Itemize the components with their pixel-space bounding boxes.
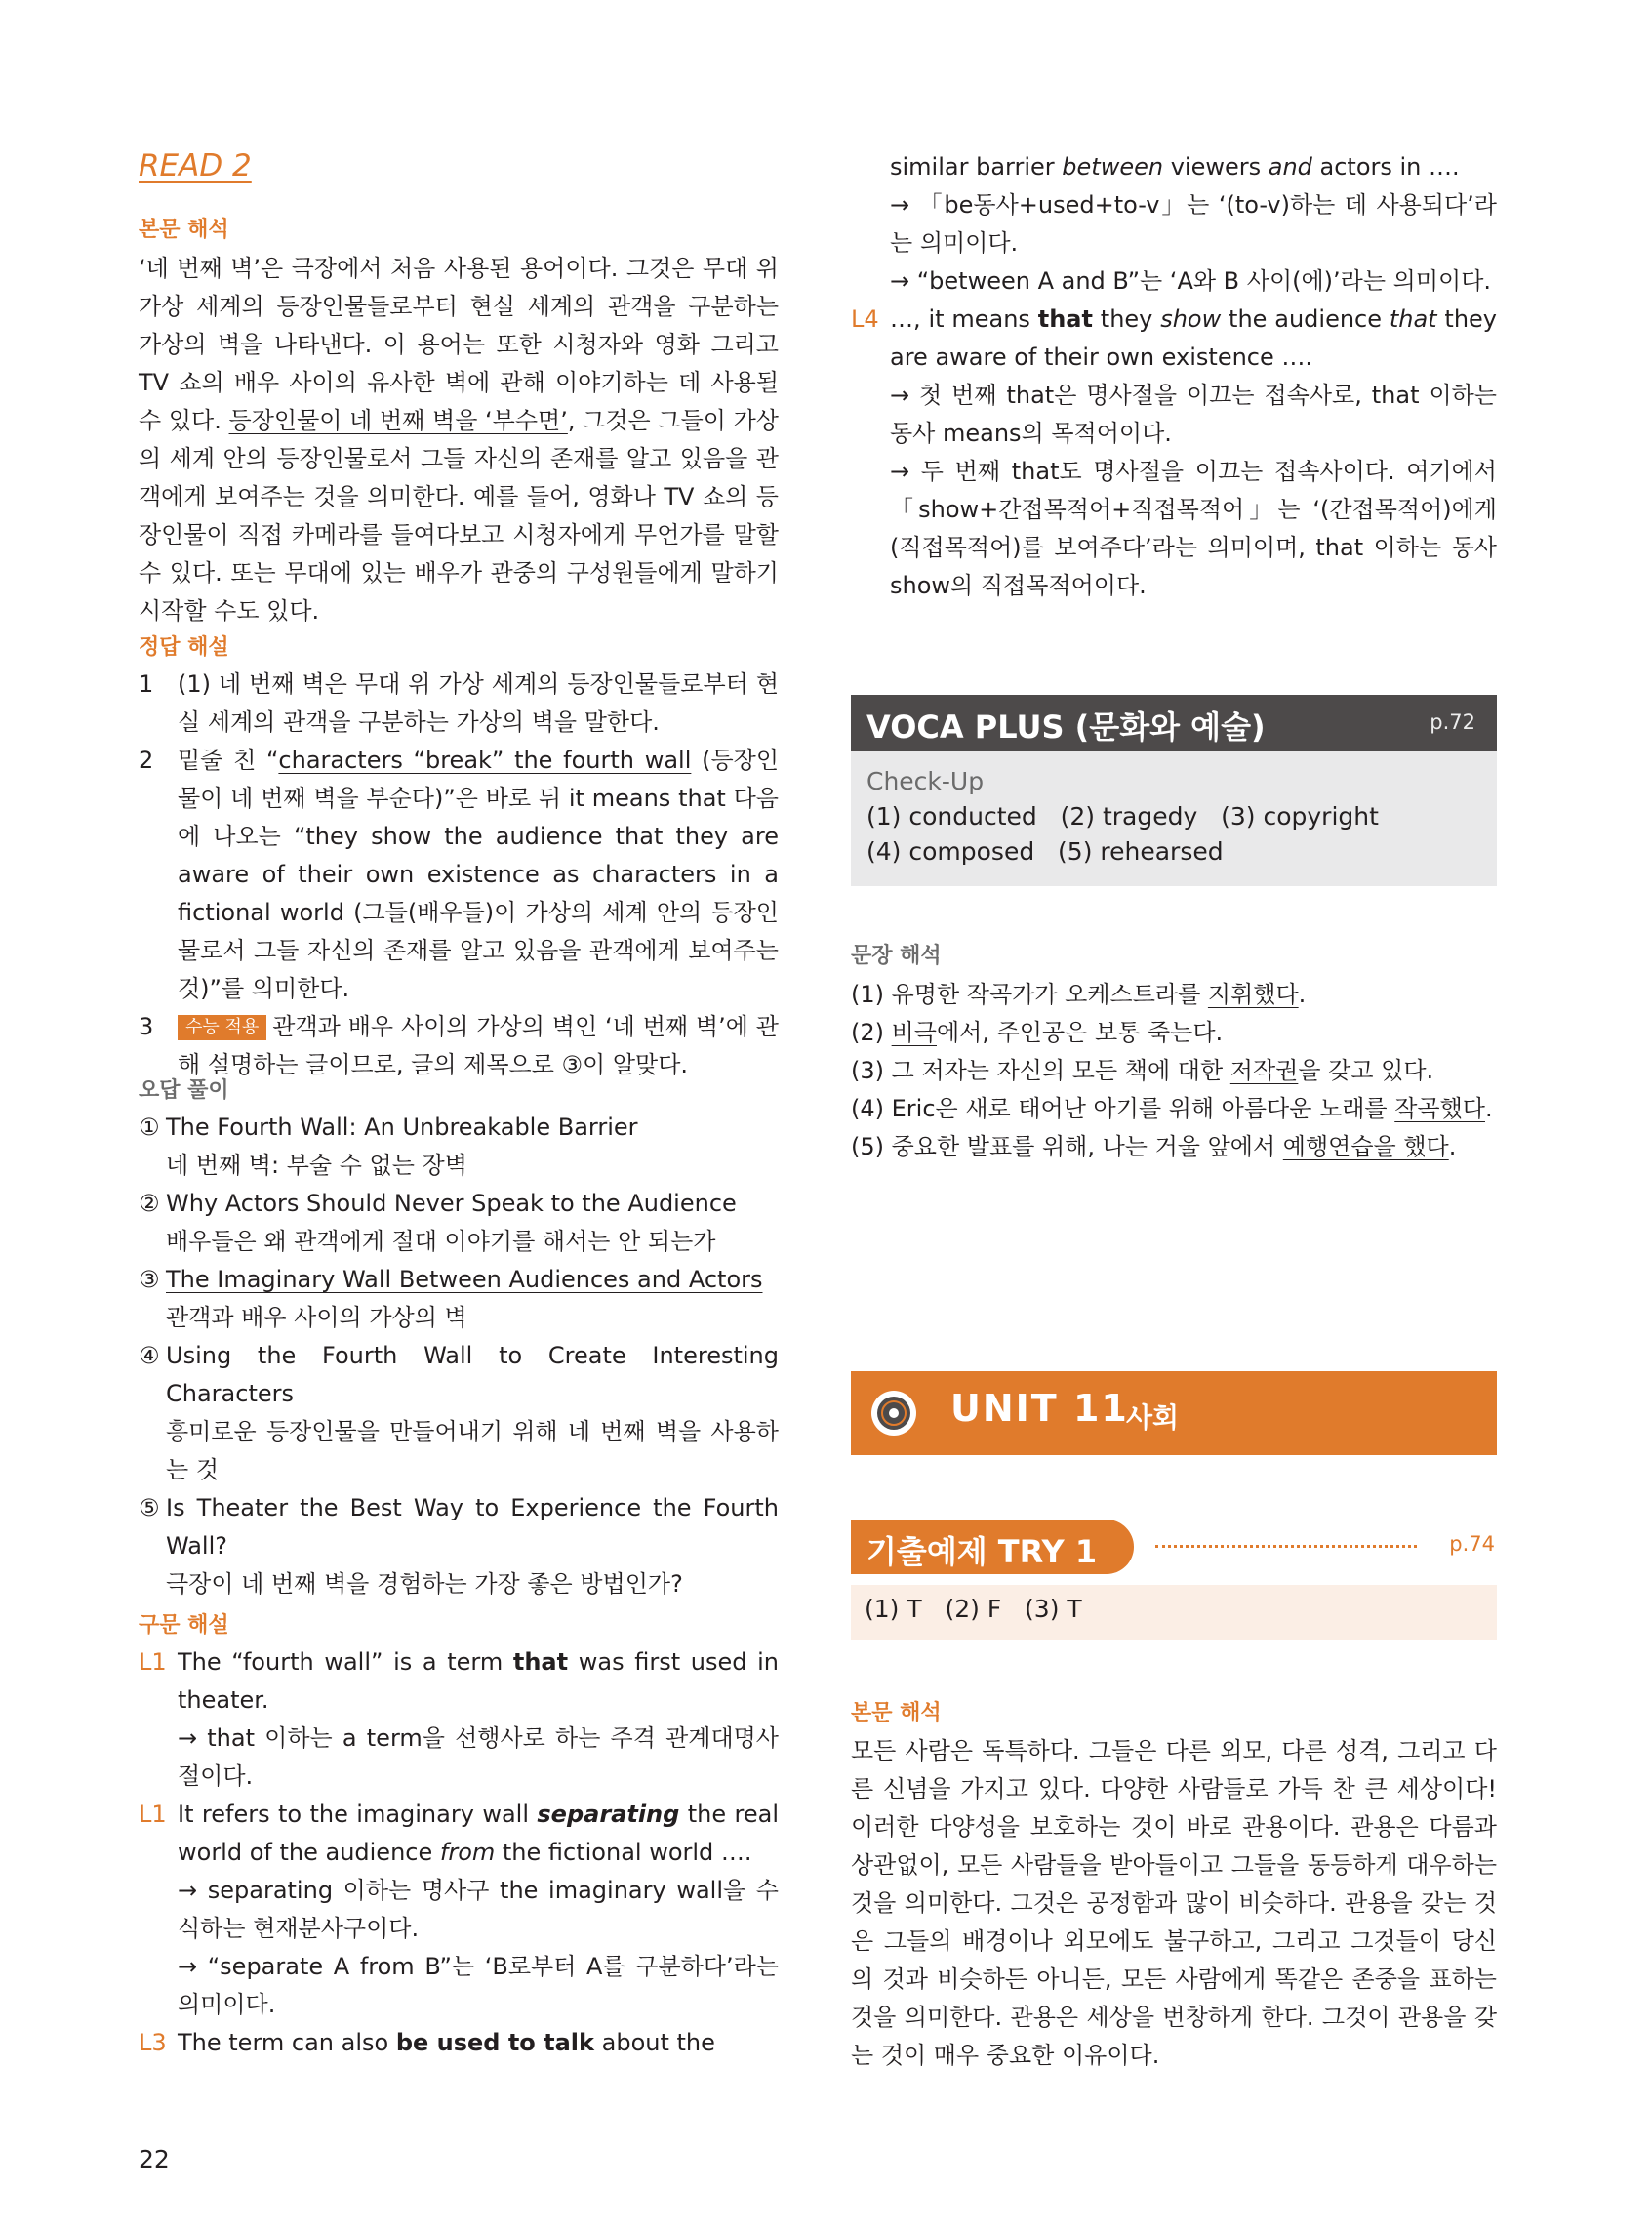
sentence-text: (1) 유명한 작곡가가 오케스트라를: [851, 981, 1208, 1008]
structure-italic: from: [439, 1839, 496, 1866]
structure-item: [139, 1643, 779, 1720]
sentence-item: [851, 976, 1497, 1014]
section-structure: 구문 해설: [139, 1613, 229, 1638]
sentence-text: 을 갖고 있다.: [1298, 1057, 1434, 1084]
option-ko: 극장이 네 번째 벽을 경험하는 가장 좋은 방법인가?: [166, 1570, 683, 1598]
structure-text: they are aware of their own existence ….: [890, 305, 1498, 371]
line-number: L4: [851, 305, 879, 333]
structure-text: The “fourth wall” is a term: [178, 1648, 513, 1676]
option-en: The Fourth Wall: An Unbreakable Barrier: [166, 1114, 638, 1141]
sentence-list: [851, 976, 1497, 1166]
structure-item: [851, 301, 1497, 377]
answer-item: [139, 666, 779, 742]
structure-text: actors in ….: [1311, 153, 1460, 181]
structure-continued: [851, 148, 1497, 605]
try-answers: (1) T (2) F (3) T: [865, 1595, 1082, 1623]
option-list: [139, 1109, 779, 1603]
voca-page: p.72: [1430, 710, 1475, 734]
sentence-text: (3) 그 저자는 자신의 모든 책에 대한: [851, 1057, 1230, 1084]
structure-note: → that 이하는 a term을 선행사로 하는 주격 관계대명사절이다.: [178, 1724, 779, 1790]
page-number: 22: [139, 2145, 170, 2173]
answer-number: 3: [139, 1013, 154, 1040]
answer-number: 1: [139, 670, 154, 698]
line-number: L1: [139, 1801, 167, 1828]
answer-item: [139, 742, 779, 1008]
sentence-text: (5) 중요한 발표를 위해, 나는 거울 앞에서: [851, 1133, 1283, 1160]
structure-text: The term can also: [178, 2029, 396, 2056]
structure-note: → “separate A from B”는 ‘B로부터 A를 구분하다’라는 의미이다.: [178, 1953, 779, 2018]
structure-note: → 「be동사+used+to-v」는 ‘(to-v)하는 데 사용되다’라는 의미이다.: [890, 191, 1497, 257]
sentence-text: .: [1484, 1095, 1493, 1122]
option-number: ③: [139, 1266, 160, 1293]
structure-item: [139, 1796, 779, 1872]
sentence-underline: 작곡했다: [1394, 1095, 1485, 1122]
option-ko: 배우들은 왜 관객에게 절대 이야기를 해서는 안 되는가: [166, 1228, 716, 1255]
dotted-leader: [1155, 1545, 1417, 1548]
structure-note: → 첫 번째 that은 명사절을 이끄는 접속사로, that 이하는 동사 means의 목적어이다.: [890, 382, 1497, 447]
voca-title: VOCA PLUS (문화와 예술): [866, 709, 1266, 746]
section-translation: 본문 해석: [139, 218, 229, 242]
unit-translation-text: 모든 사람은 독특하다. 그들은 다른 외모, 다른 성격, 그리고 다른 신념을 가지고 있다. 다양한 사람들로 가득 찬 큰 세상이다! 이러한 다양성을 보호하는 것이 바로 관용이다. 관용은 다름과 상관없이, 모든 사람들을 받아들이고 그들을 동등하게 대우하는 것을 의미한다. 그것은 공정함과 많이 비슷하다. 관용을 갖는 것은 그들의 배경이나 외모에도 불구하고, 그리고 그것들이 당신의 것과 비슷하든 아니든, 모든 사람에게 똑같은 존중을 표하는 것을 의미한다. 관용은 세상을 번창하게 한다. 그것이 관용을 갖는 것이 매우 중요한 이유이다.: [851, 1737, 1497, 2069]
structure-italic: and: [1268, 153, 1312, 181]
answer-list: [139, 666, 779, 1084]
answer-number: 2: [139, 747, 154, 774]
structure-list: [139, 1643, 779, 2062]
structure-text: the real world of the audience: [178, 1801, 779, 1866]
answer-text: 관객과 배우 사이의 가상의 벽인 ‘네 번째 벽’에 관해 설명하는 글이므로, 글의 제목으로 ③이 알맞다.: [178, 1013, 779, 1078]
try-answer-box: [851, 1585, 1497, 1640]
option-number: ①: [139, 1114, 160, 1141]
try-tab: [851, 1520, 1134, 1574]
section-unit-translation: 본문 해석: [851, 1701, 942, 1725]
translation-underline: 등장인물이 네 번째 벽을 ‘부수면’: [228, 407, 568, 434]
sentence-underline: 비극: [891, 1019, 937, 1046]
option-en: Is Theater the Best Way to Experience the Fourth Wall?: [166, 1494, 779, 1560]
voca-plus-header: [851, 695, 1497, 751]
structure-text: …, it means: [890, 305, 1038, 333]
sentence-underline: 예행연습을 했다: [1282, 1133, 1449, 1160]
sentence-text: (2): [851, 1019, 892, 1046]
sentence-text: 에서, 주인공은 보통 죽는다.: [937, 1019, 1224, 1046]
option-number: ②: [139, 1190, 160, 1217]
structure-note: → separating 이하는 명사구 the imaginary wall을 수식하는 현재분사구이다.: [178, 1877, 779, 1942]
structure-item: [139, 2024, 779, 2062]
structure-text: about the: [594, 2029, 715, 2056]
section-answer: 정답 해설: [139, 635, 229, 660]
option-ko: 네 번째 벽: 부술 수 없는 장벽: [166, 1152, 467, 1179]
checkup-answers-row: (4) composed (5) rehearsed: [866, 837, 1224, 866]
sentence-item: [851, 1090, 1497, 1128]
structure-text: the fictional world ….: [495, 1839, 752, 1866]
voca-plus-body: [851, 751, 1497, 886]
answer-text: (등장인물이 네 번째 벽을 부순다)”은 바로 뒤 it means that 다음에 나오는 “they show the audience that they are aware of their own existence as characters in a fictional world (그들(배우들)이 가상의 세계 안의 등장인물로서 그들 자신의 존재를 알고 있음을 관객에게 보여주는 것)”를 의미한다.: [178, 747, 779, 1002]
structure-text: they: [1092, 305, 1161, 333]
sentence-text: (4) Eric은 새로 태어난 아기를 위해 아름다운 노래를: [851, 1095, 1395, 1122]
unit-title: UNIT 11: [950, 1387, 1129, 1430]
sentence-item: [851, 1052, 1497, 1090]
structure-bold-italic: separating: [537, 1801, 680, 1828]
option-ko: 관객과 배우 사이의 가상의 벽: [166, 1304, 467, 1331]
option-item: [139, 1261, 779, 1337]
option-number: ④: [139, 1342, 160, 1369]
translation-text: [139, 250, 779, 630]
option-item: [139, 1337, 779, 1489]
structure-note: → “between A and B”는 ‘A와 B 사이(에)’라는 의미이다.: [890, 267, 1492, 295]
line-number: L1: [139, 1648, 167, 1676]
structure-italic: that: [1389, 305, 1437, 333]
unit-subtitle: 사회: [1126, 1401, 1180, 1434]
sentence-text: .: [1298, 981, 1307, 1008]
structure-text: the audience: [1221, 305, 1390, 333]
option-item: [139, 1109, 779, 1185]
line-number: L3: [139, 2029, 167, 2056]
structure-text: viewers: [1163, 153, 1269, 181]
suneung-badge: 수능 적용: [178, 1015, 266, 1040]
answer-text: (1) 네 번째 벽은 무대 위 가상 세계의 등장인물들로부터 현실 세계의 관객을 구분하는 가상의 벽을 말한다.: [178, 670, 779, 736]
sentence-underline: 저작권: [1229, 1057, 1299, 1084]
answer-text: 밑줄 친 “: [178, 747, 279, 774]
read-title: READ 2: [139, 148, 252, 183]
structure-cont-line: [851, 148, 1497, 186]
try-page: p.74: [1449, 1532, 1495, 1556]
option-number: ⑤: [139, 1494, 160, 1521]
option-en: The Imaginary Wall Between Audiences and Actors: [166, 1266, 763, 1293]
structure-text: similar barrier: [890, 153, 1063, 181]
option-en: Why Actors Should Never Speak to the Audience: [166, 1190, 737, 1217]
structure-bold: that: [512, 1648, 569, 1676]
translation-part: ‘네 번째 벽’은 극장에서 처음 사용된 용어이다. 그것은 무대 위 가상 세계의 등장인물들로부터 현실 세계의 관객을 구분하는 가상의 벽을 나타낸다. 이 용어는 또한 시청자와 영화 그리고 TV 쇼의 배우 사이의 유사한 벽에 관해 이야기하는 데 사용될 수 있다.: [139, 255, 779, 434]
structure-note: → 두 번째 that도 명사절을 이끄는 접속사이다. 여기에서 「show+간접목적어+직접목적어」는 ‘(간접목적어)에게 (직접목적어)를 보여주다’라는 의미이며, that 이하는 동사 show의 직접목적어이다.: [890, 458, 1497, 599]
structure-bold: be used to talk: [395, 2029, 594, 2056]
structure-italic: between: [1062, 153, 1164, 181]
option-ko: 흥미로운 등장인물을 만들어내기 위해 네 번째 벽을 사용하는 것: [166, 1418, 779, 1483]
option-en: Using the Fourth Wall to Create Interesting Characters: [166, 1342, 779, 1407]
sentence-text: .: [1448, 1133, 1457, 1160]
sentence-item: [851, 1128, 1497, 1166]
structure-text: was first used in theater.: [178, 1648, 779, 1714]
try-title: 기출예제 TRY 1: [866, 1533, 1098, 1570]
sentence-item: [851, 1014, 1497, 1052]
answer-underline: characters “break” the fourth wall: [278, 747, 692, 774]
option-item: [139, 1489, 779, 1603]
checkup-answers-row: (1) conducted (2) tragedy (3) copyright: [866, 802, 1379, 831]
section-wrong: 오답 풀이: [139, 1078, 229, 1103]
translation-part: , 그것은 그들이 가상의 세계 안의 등장인물로서 그들 자신의 존재를 알고 있음을 관객에게 보여주는 것을 의미한다. 예를 들어, 영화나 TV 쇼의 등장인물이 직접 카메라를 들여다보고 시청자에게 무언가를 말할 수 있다. 또는 무대에 있는 배우가 관중의 구성원들에게 말하기 시작할 수도 있다.: [139, 407, 779, 625]
sentence-underline: 지휘했다: [1207, 981, 1299, 1008]
checkup-label: Check-Up: [866, 767, 985, 795]
structure-text: It refers to the imaginary wall: [178, 1801, 538, 1828]
option-item: [139, 1185, 779, 1261]
structure-italic: show: [1160, 305, 1222, 333]
structure-bold: that: [1037, 305, 1093, 333]
disc-icon: [870, 1390, 917, 1437]
unit-banner: [851, 1371, 1497, 1455]
section-sentence: 문장 해석: [851, 944, 942, 968]
answer-item: [139, 1008, 779, 1084]
